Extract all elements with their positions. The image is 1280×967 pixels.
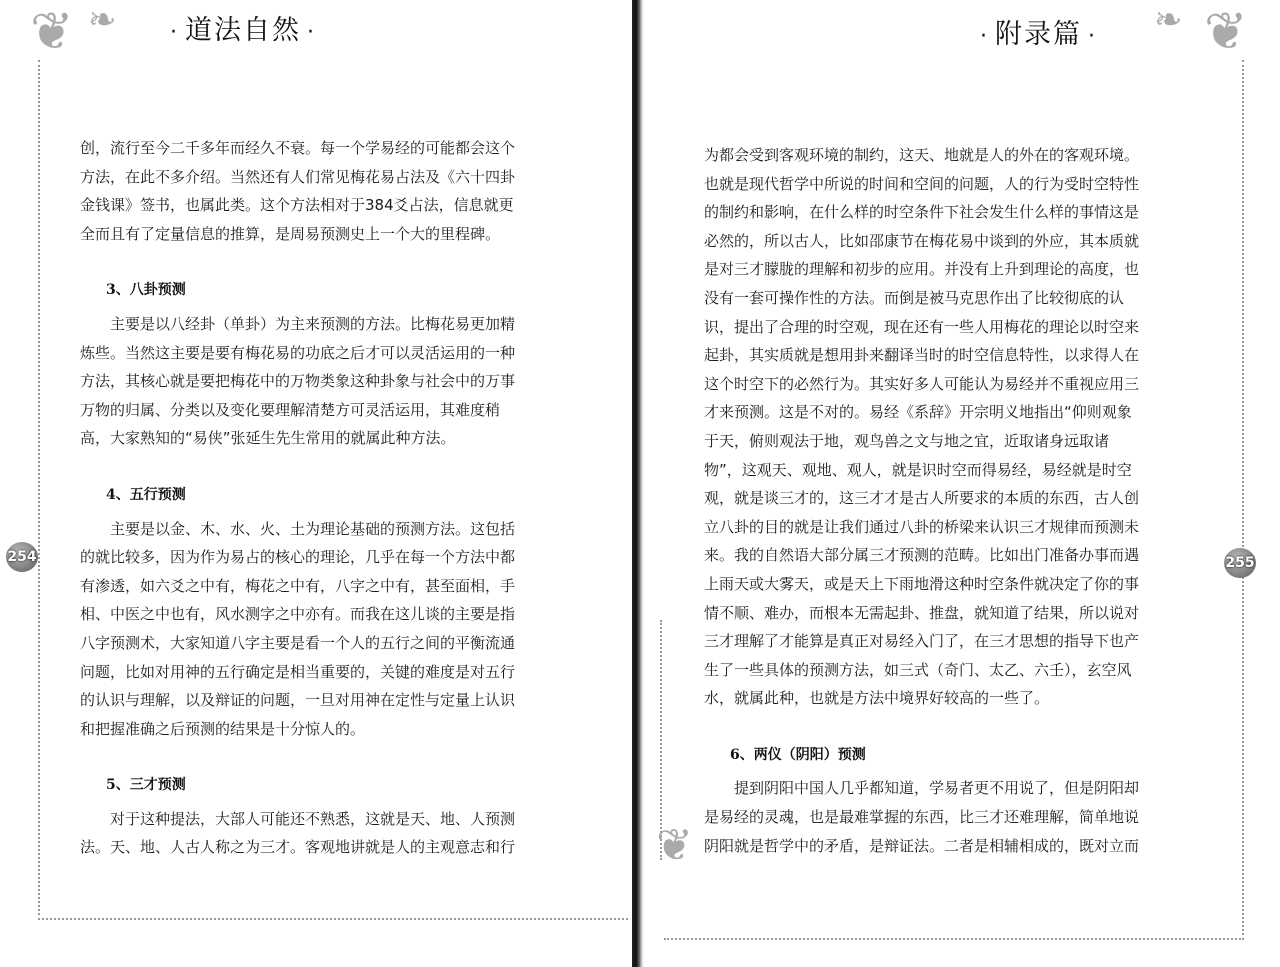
text-line: 相、中医之中也有，风水测字之中亦有。而我在这儿谈的主要是指 [80,605,516,624]
text-line: 水，就属此种，也就是方法中境界好较高的一些了。 [704,689,1050,708]
page-header [164,8,322,47]
header-title: 道法自然 [185,15,301,46]
section-heading: 6、两仪（阴阳）预测 [730,746,866,763]
header-dot: · [170,20,179,45]
text-line: 也就是现代哲学中所说的时间和空间的问题，人的行为受时空特性 [704,174,1140,193]
text-line: 万物的归属、分类以及变化要理解清楚方可灵活运用，其难度稍 [80,400,501,419]
left-page-border-left [38,60,40,915]
text-line: 是易经的灵魂，也是最难掌握的东西，比三才还难理解，简单地说 [704,808,1140,827]
text-line: 八字预测术，大家知道八字主要是看一个人的五行之间的平衡流通 [80,633,516,652]
section-heading: 4、五行预测 [106,486,186,503]
left-page [0,0,632,967]
book-spine [632,0,644,967]
text-line: 必然的，所以古人，比如邵康节在梅花易中谈到的外应，其本质就 [704,231,1140,250]
page-body [80,134,580,862]
text-line: 主要是以八经卦（单卦）为主来预测的方法。比梅花易更加精 [110,314,516,333]
text-line: 识，提出了合理的时空观，现在还有一些人用梅花的理论以时空来 [704,317,1140,336]
right-page [644,0,1280,967]
text-line: 的就比较多，因为作为易占的核心的理论，几乎在每一个方法中都 [80,548,516,567]
text-line: 物”，这观天、观地、观人，就是识时空而得易经，易经就是时空 [704,460,1132,479]
page-header [974,12,1103,51]
text-line: 三才理解了才能算是真正对易经入门了，在三才思想的指导下也产 [704,632,1140,651]
corner-ornament-icon: ❦ [30,2,74,62]
text-line: 对于这种提法，大部人可能还不熟悉，这就是天、地、人预测 [110,809,516,828]
text-line: 全而且有了定量信息的推算，是周易预测史上一个大的里程碑。 [80,224,501,243]
text-line: 起卦，其实质就是想用卦来翻译当时的时空信息特性，以求得人在 [704,346,1140,365]
section-heading: 3、八卦预测 [106,282,186,299]
text-line: 问题，比如对用神的五行确定是相当重要的，关键的难度是对五行 [80,662,516,681]
text-line: 阴阳就是哲学中的矛盾，是辩证法。二者是相辅相成的，既对立而 [704,836,1140,855]
page-body [704,141,1214,860]
right-page-border-bottom [664,938,1244,940]
left-page-border-bottom [38,918,628,920]
text-line: 没有一套可操作性的方法。而倒是被马克思作出了比较彻底的认 [704,288,1125,307]
header-title: 附录篇 [995,19,1082,50]
swirl-ornament-icon: ❧ [1154,0,1183,40]
text-line: 生了一些具体的预测方法，如三式（奇门、太乙、六壬），玄空风 [704,660,1132,679]
text-line: 金钱课》签书，也属此类。这个方法相对于384爻占法，信息就更 [80,196,514,215]
text-line: 观，就是谈三才的，这三才才是古人所要求的本质的东西，古人创 [704,489,1140,508]
text-line: 主要是以金、木、水、火、土为理论基础的预测方法。这包括 [110,519,516,538]
header-dot: · [980,24,989,49]
swirl-ornament-icon: ❦ [656,820,693,871]
text-line: 方法，在此不多介绍。当然还有人们常见梅花易占法及《六十四卦 [80,167,516,186]
text-line: 创，流行至今二千多年而经久不衰。每一个学易经的可能都会这个 [80,139,516,157]
page-number: 254 [6,542,38,572]
page-number: 255 [1224,548,1256,578]
text-line: 才来预测。这是不对的。易经《系辞》开宗明义地指出“仰则观象 [704,403,1132,422]
text-line: 提到阴阳中国人几乎都知道，学易者更不用说了，但是阴阳却 [734,779,1140,798]
text-line: 的认识与理解，以及辩证的问题，一旦对用神在定性与定量上认识 [80,691,516,710]
text-line: 高，大家熟知的“易侠”张延生先生常用的就属此种方法。 [80,429,456,448]
text-line: 上雨天或大雾天，或是天上下雨地滑这种时空条件就决定了你的事 [704,574,1140,593]
text-line: 来。我的自然语大部分属三才预测的范畴。比如出门准备办事而遇 [704,546,1140,565]
text-line: 这个时空下的必然行为。其实好多人可能认为易经并不重视应用三 [704,374,1140,393]
text-line: 炼些。当然这主要是要有梅花易的功底之后才可以灵活运用的一种 [80,343,516,362]
section-heading: 5、三才预测 [106,777,186,794]
text-line: 于天，俯则观法于地，观鸟兽之文与地之宜，近取诸身远取诸 [704,431,1110,450]
text-line: 为都会受到客观环境的制约，这天、地就是人的外在的客观环境。 [704,146,1140,164]
text-line: 立八卦的目的就是让我们通过八卦的桥梁来认识三才规律而预测未 [704,517,1140,536]
text-line: 有渗透，如六爻之中有，梅花之中有，八字之中有，甚至面相，手 [80,576,516,595]
header-dot: · [1088,24,1097,49]
text-line: 情不顺、难办，而根本无需起卦、推盘，就知道了结果，所以说对 [704,603,1140,622]
right-page-border-right [1242,60,1244,935]
text-line: 和把握准确之后预测的结果是十分惊人的。 [80,719,366,738]
text-line: 方法，其核心就是要把梅花中的万物类象这种卦象与社会中的万事 [80,372,516,391]
swirl-ornament-icon: ❧ [88,0,117,40]
text-line: 的制约和影响，在什么样的时空条件下社会发生什么样的事情这是 [704,203,1140,222]
corner-ornament-icon: ❦ [1204,2,1248,62]
text-line: 法。天、地、人古人称之为三才。客观地讲就是人的主观意志和行 [80,838,516,857]
text-line: 是对三才朦胧的理解和初步的应用。并没有上升到理论的高度，也 [704,260,1140,279]
header-dot: · [307,20,316,45]
